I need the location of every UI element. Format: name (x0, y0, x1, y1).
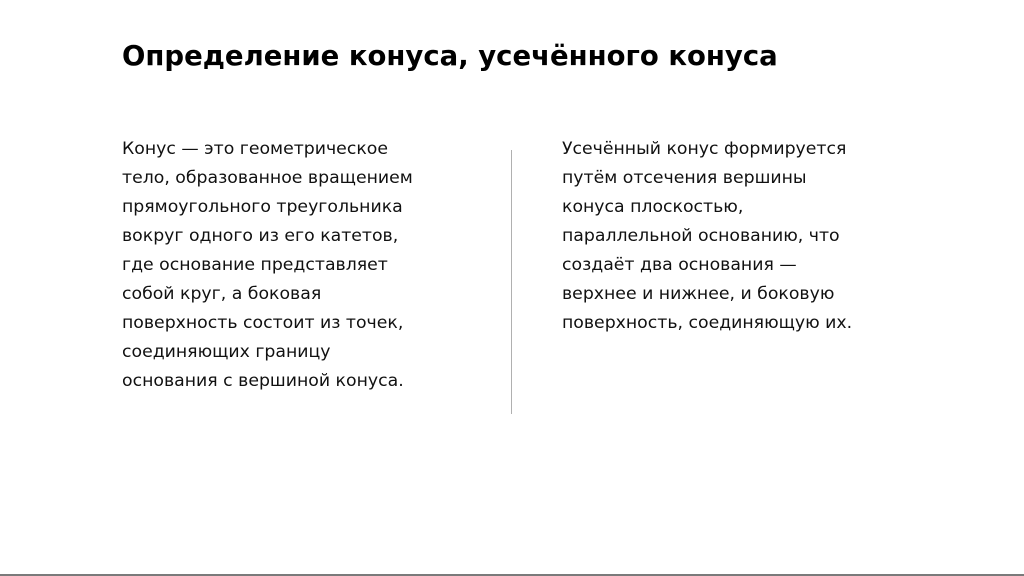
text-line: параллельной основанию, что (562, 226, 840, 246)
text-line: соединяющих границу (122, 342, 331, 362)
frustum-definition-text (562, 135, 902, 338)
text-line: где основание представляет (122, 255, 388, 275)
text-line: путём отсечения вершины (562, 168, 807, 188)
text-line: верхнее и нижнее, и боковую (562, 284, 835, 304)
text-line: поверхность, соединяющую их. (562, 313, 853, 333)
slide-title: Определение конуса, усечённого конуса (122, 40, 778, 72)
text-line: вокруг одного из его катетов, (122, 226, 399, 246)
text-line: конуса плоскостью, (562, 197, 744, 217)
text-line: прямоугольного треугольника (122, 197, 403, 217)
text-line: основания с вершиной конуса. (122, 371, 404, 391)
text-line: Усечённый конус формируется (562, 139, 847, 159)
column-divider (511, 150, 512, 414)
text-line: создаёт два основания — (562, 255, 797, 275)
cone-definition-text (122, 135, 462, 396)
text-line: тело, образованное вращением (122, 168, 413, 188)
text-line: собой круг, а боковая (122, 284, 322, 304)
text-line: поверхность состоит из точек, (122, 313, 404, 333)
text-line: Конус — это геометрическое (122, 139, 388, 159)
